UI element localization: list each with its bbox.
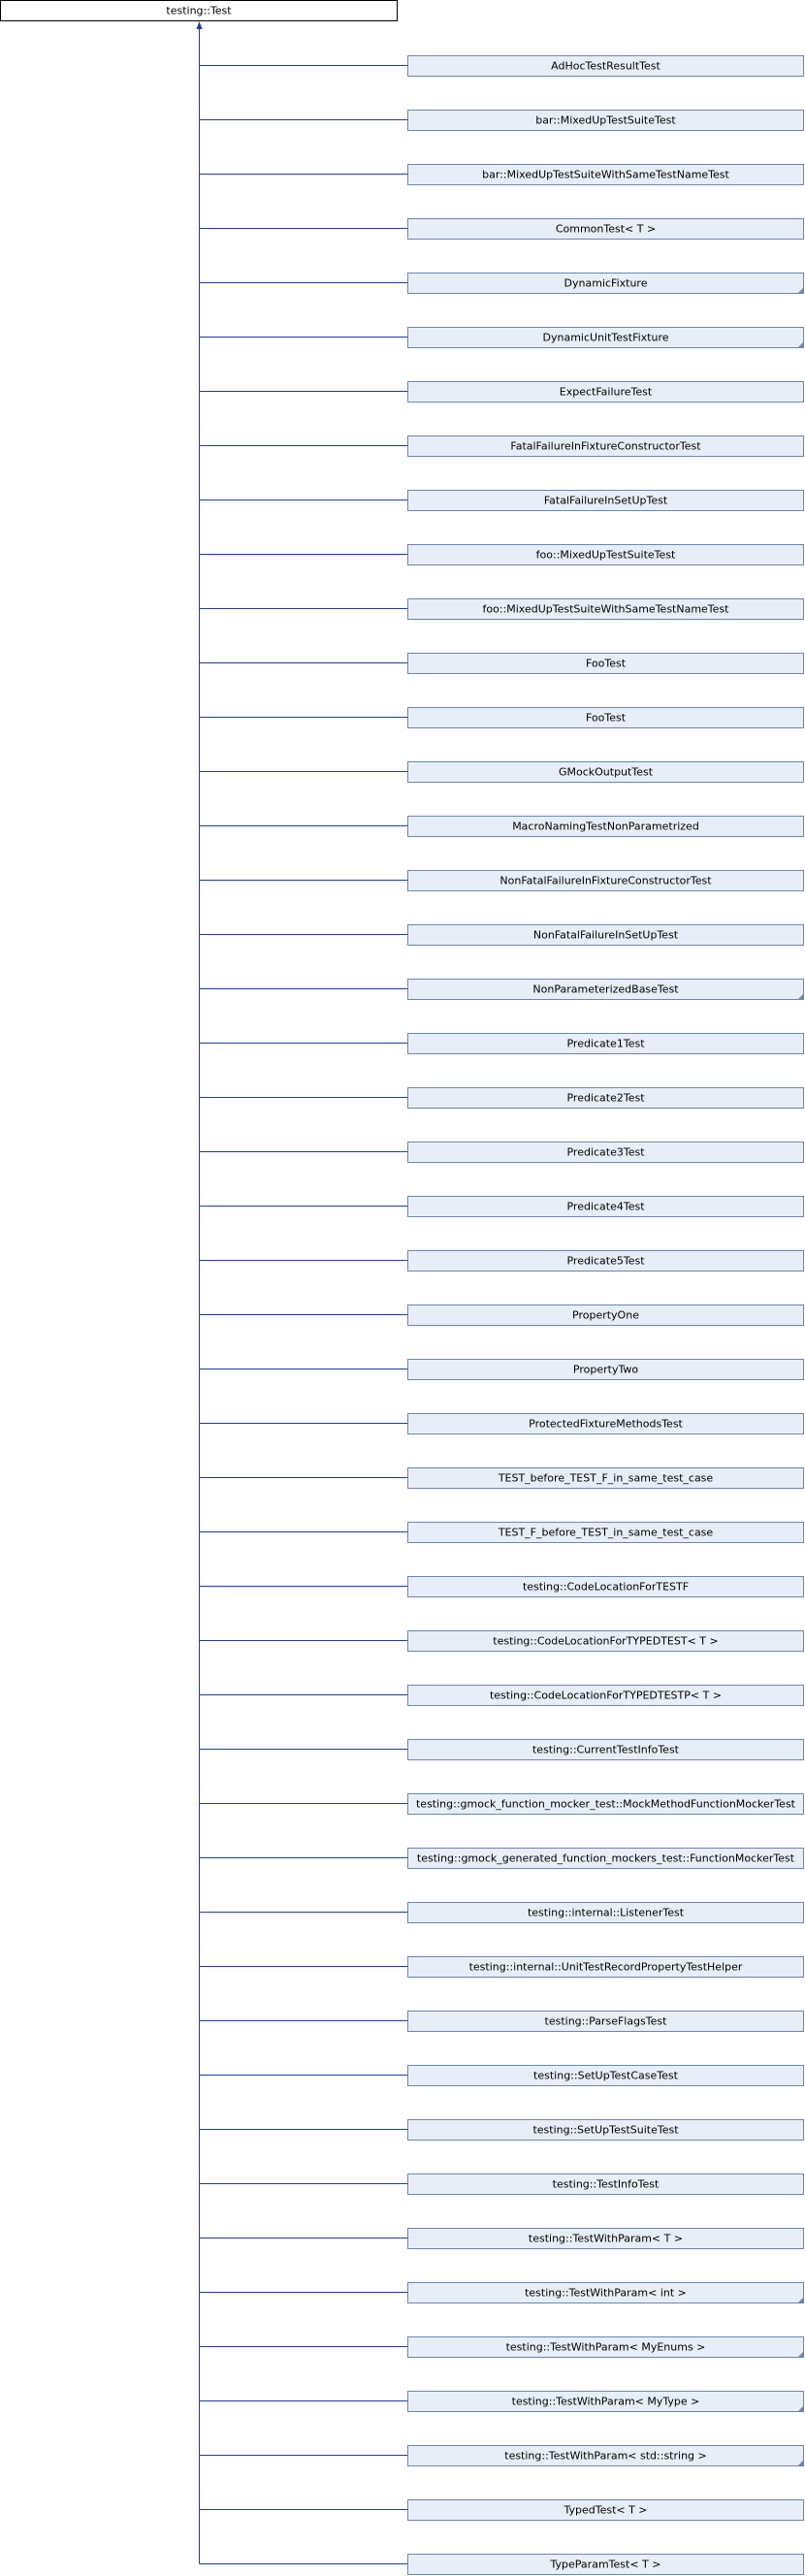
child-node-label: testing::TestWithParam< int >: [525, 2286, 687, 2300]
child-node-label: AdHocTestResultTest: [551, 59, 660, 73]
child-node-label: NonFatalFailureInFixtureConstructorTest: [499, 874, 712, 887]
child-node-label: Predicate5Test: [566, 1254, 645, 1268]
child-node-predicate5test[interactable]: [408, 1251, 804, 1272]
child-node-commontest-t[interactable]: [408, 219, 804, 240]
child-node-foo-mixeduptestsuitetest[interactable]: [408, 545, 804, 565]
child-node-predicate3test[interactable]: [408, 1143, 804, 1163]
child-node-label: testing::CurrentTestInfoTest: [531, 1743, 680, 1756]
child-node-label: testing::CodeLocationForTYPEDTESTP< T >: [489, 1689, 723, 1702]
child-node-label: TypedTest< T >: [564, 2503, 648, 2517]
child-node-testing-testinfotest[interactable]: [408, 2174, 804, 2195]
child-node-nonfatalfailureinfixtureconstructortest[interactable]: [408, 871, 804, 891]
child-node-label: MacroNamingTestNonParametrized: [512, 820, 699, 833]
child-node-macronamingtestnonparametrized[interactable]: [408, 817, 804, 837]
child-node-label: FooTest: [585, 711, 627, 724]
child-node-testing-testwithparam-int[interactable]: [408, 2283, 804, 2303]
child-node-label: Predicate4Test: [566, 1200, 645, 1213]
child-node-label: FatalFailureInFixtureConstructorTest: [510, 439, 701, 453]
child-node-predicate1test[interactable]: [408, 1034, 804, 1054]
child-node-dynamicfixture[interactable]: [408, 274, 804, 294]
child-node-testing-testwithparam-mytype[interactable]: [408, 2392, 804, 2412]
child-node-fatalfailureinfixtureconstructortest[interactable]: [408, 436, 804, 457]
child-node-label: testing::TestWithParam< MyEnums >: [505, 2340, 706, 2354]
child-node-testing-gmock-function-mocker-test-mockmethodfunctionmockertest[interactable]: [408, 1794, 804, 1815]
child-node-test-before-test-f-in-same-test-case[interactable]: [408, 1468, 804, 1489]
root-node-label: testing::Test: [166, 4, 232, 17]
child-node-label: testing::TestInfoTest: [552, 2177, 660, 2191]
child-node-testing-currenttestinfotest[interactable]: [408, 1740, 804, 1760]
child-node-testing-internal-unittestrecordpropertytesthelper[interactable]: [408, 1957, 804, 1978]
child-node-testing-testwithparam-t[interactable]: [408, 2229, 804, 2249]
child-node-label: testing::SetUpTestCaseTest: [533, 2069, 678, 2082]
child-node-label: testing::SetUpTestSuiteTest: [532, 2123, 679, 2137]
child-node-label: CommonTest< T >: [555, 222, 657, 236]
child-node-label: foo::MixedUpTestSuiteWithSameTestNameTest: [482, 602, 729, 616]
child-node-testing-parseflagstest[interactable]: [408, 2012, 804, 2032]
child-node-protectedfixturemethodstest[interactable]: [408, 1414, 804, 1434]
root-node-testing-test[interactable]: [1, 1, 398, 21]
child-node-label: TypeParamTest< T >: [550, 2558, 661, 2571]
child-node-label: foo::MixedUpTestSuiteTest: [535, 548, 676, 562]
child-node-bar-mixeduptestsuitetest[interactable]: [408, 111, 804, 131]
child-node-label: DynamicFixture: [564, 276, 648, 290]
child-node-label: testing::CodeLocationForTESTF: [522, 1580, 690, 1594]
child-node-propertyone[interactable]: [408, 1305, 804, 1326]
child-node-label: DynamicUnitTestFixture: [542, 331, 669, 344]
child-node-label: Predicate3Test: [566, 1145, 645, 1159]
child-node-testing-internal-listenertest[interactable]: [408, 1903, 804, 1923]
child-node-label: testing::TestWithParam< MyType >: [511, 2395, 700, 2408]
child-node-predicate4test[interactable]: [408, 1197, 804, 1217]
child-node-testing-testwithparam-myenums[interactable]: [408, 2337, 804, 2358]
child-node-testing-setuptestsuitetest[interactable]: [408, 2120, 804, 2141]
child-node-testing-codelocationfortypedtestp-t[interactable]: [408, 1686, 804, 1706]
child-node-label: bar::MixedUpTestSuiteWithSameTestNameTest: [482, 168, 729, 181]
child-node-predicate2test[interactable]: [408, 1088, 804, 1109]
child-node-label: Predicate1Test: [566, 1037, 645, 1050]
child-node-bar-mixeduptestsuitewithsametestnametest[interactable]: [408, 165, 804, 185]
child-node-label: GMockOutputTest: [558, 765, 654, 779]
child-node-label: NonFatalFailureInSetUpTest: [532, 928, 679, 942]
child-node-foo-mixeduptestsuitewithsametestnametest[interactable]: [408, 599, 804, 620]
child-node-testing-gmock-generated-function-mockers-test-functionmockertest[interactable]: [408, 1849, 804, 1869]
child-node-label: NonParameterizedBaseTest: [532, 982, 679, 996]
child-node-testing-testwithparam-std-string[interactable]: [408, 2446, 804, 2466]
child-node-label: testing::internal::UnitTestRecordPropertyTestHelper: [468, 1960, 743, 1974]
child-node-test-f-before-test-in-same-test-case[interactable]: [408, 1523, 804, 1543]
child-node-dynamicunittestfixture[interactable]: [408, 328, 804, 348]
child-node-label: testing::ParseFlagsTest: [544, 2014, 667, 2028]
child-node-typedtest-t[interactable]: [408, 2500, 804, 2521]
child-node-adhoctestresulttest[interactable]: [408, 56, 804, 77]
child-node-label: FatalFailureInSetUpTest: [543, 494, 668, 507]
child-node-testing-codelocationfortypedtest-t[interactable]: [408, 1631, 804, 1652]
child-nodes: [408, 56, 804, 2575]
child-node-label: ExpectFailureTest: [559, 385, 653, 399]
child-node-gmockoutputtest[interactable]: [408, 762, 804, 783]
child-node-typeparamtest-t[interactable]: [408, 2555, 804, 2575]
child-node-label: ProtectedFixtureMethodsTest: [529, 1417, 683, 1431]
child-node-label: bar::MixedUpTestSuiteTest: [535, 113, 676, 127]
child-node-label: testing::CodeLocationForTYPEDTEST< T >: [493, 1634, 719, 1648]
child-node-label: TEST_before_TEST_F_in_same_test_case: [498, 1471, 714, 1485]
child-node-footest[interactable]: [408, 654, 804, 674]
child-node-testing-setuptestcasetest[interactable]: [408, 2066, 804, 2086]
child-node-label: testing::internal::ListenerTest: [527, 1906, 685, 1919]
child-node-label: TEST_F_before_TEST_in_same_test_case: [498, 1526, 714, 1539]
child-node-label: PropertyTwo: [572, 1363, 639, 1376]
child-node-label: testing::TestWithParam< std::string >: [504, 2449, 707, 2463]
child-node-label: FooTest: [585, 657, 627, 670]
child-node-testing-codelocationfortestf[interactable]: [408, 1577, 804, 1597]
edge-layer: [197, 21, 408, 2564]
child-node-label: testing::gmock_function_mocker_test::MockMethodFunctionMockerTest: [415, 1797, 796, 1811]
inheritance-arrowhead: [197, 21, 203, 29]
child-node-propertytwo[interactable]: [408, 1360, 804, 1380]
child-node-expectfailuretest[interactable]: [408, 382, 804, 402]
child-node-nonfatalfailureinsetuptest[interactable]: [408, 925, 804, 946]
child-node-label: testing::gmock_generated_function_mockers_test::FunctionMockerTest: [416, 1852, 795, 1865]
child-node-label: testing::TestWithParam< T >: [528, 2232, 684, 2245]
child-node-fatalfailureinsetuptest[interactable]: [408, 491, 804, 511]
child-node-label: Predicate2Test: [566, 1091, 645, 1105]
child-node-nonparameterizedbasetest[interactable]: [408, 980, 804, 1000]
child-node-label: PropertyOne: [572, 1308, 639, 1322]
child-node-footest[interactable]: [408, 708, 804, 728]
